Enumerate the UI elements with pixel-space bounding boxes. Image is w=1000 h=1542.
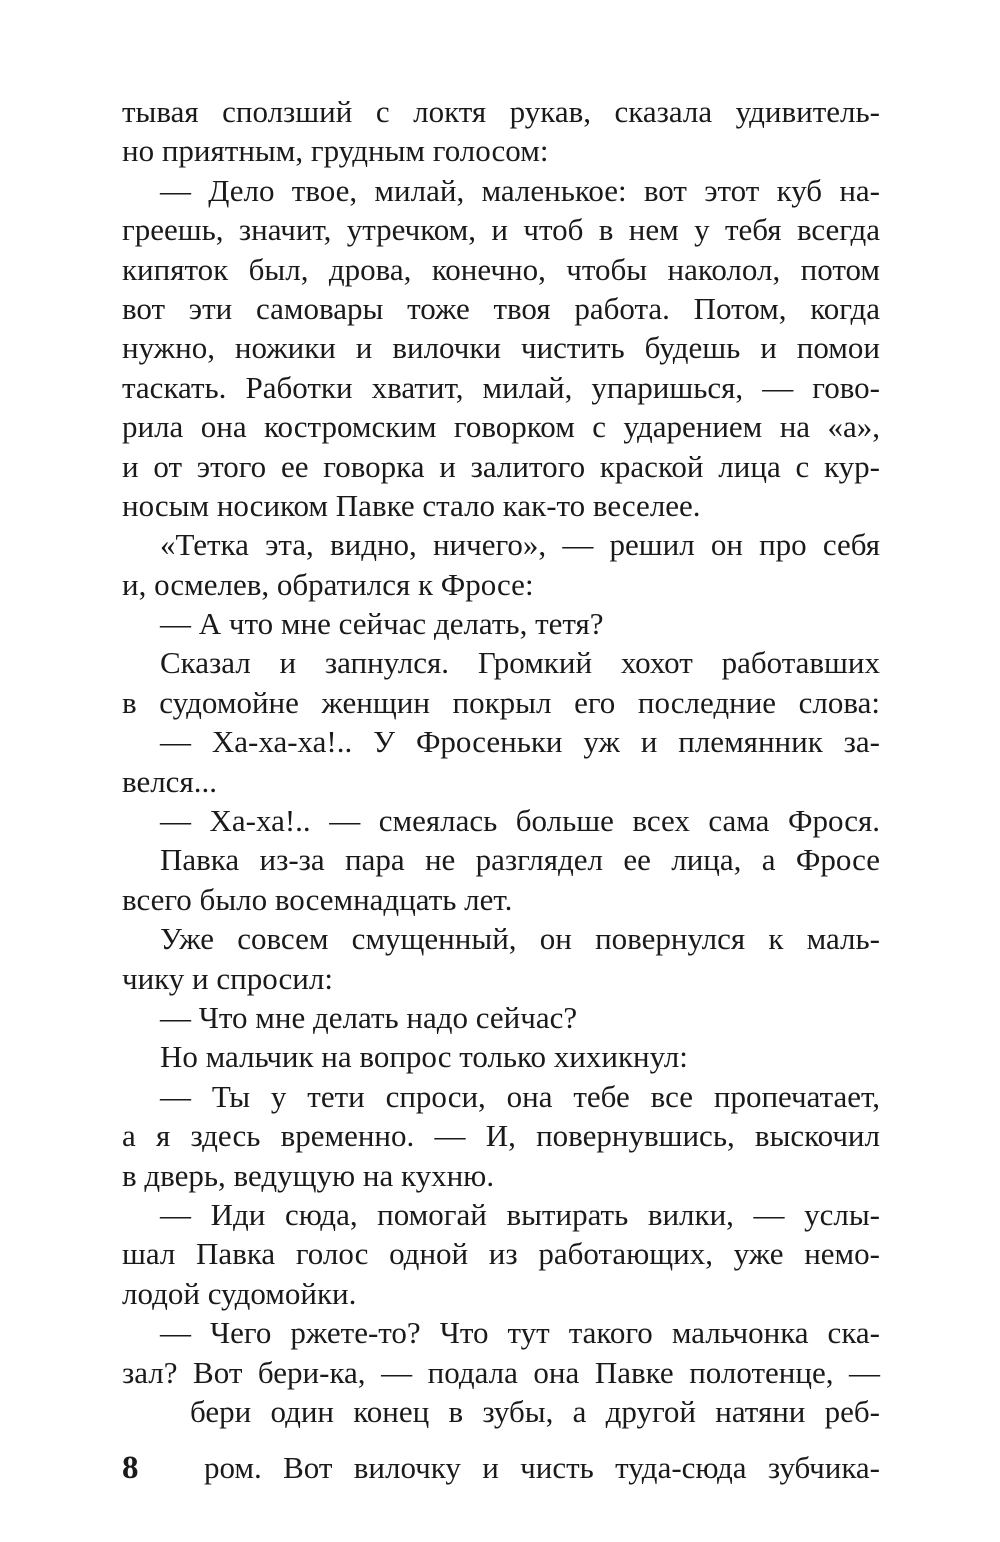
text-line: но приятным, грудным голосом: [122,133,549,169]
text-line: а я здесь временно. — И, повернувшись, выскочил [122,1118,880,1154]
text-line: — Ха-ха-ха!.. У Фросеньки уж и племянник за- [160,724,880,760]
text-line: ром. Вот вилочку и чисть туда-сюда зубчика- [204,1450,880,1485]
text-line: «Тетка эта, видно, ничего», — решил он про себя [160,527,880,563]
text-line: нужно, ножики и вилочки чистить будешь и помои [122,330,880,366]
text-line: — А что мне сейчас делать, тетя? [160,606,604,642]
text-line: шал Павка голос одной из работающих, уже немо- [122,1236,880,1272]
text-line: Сказал и запнулся. Громкий хохот работавших [160,645,880,681]
text-line: Уже совсем смущенный, он повернулся к маль- [160,921,880,957]
text-line: и от этого ее говорка и залитого краской лица с кур- [122,448,880,484]
text-line: вот эти самовары тоже твоя работа. Потом, когда [122,290,880,326]
text-line: — Иди сюда, помогай вытирать вилки, — услы- [160,1196,880,1232]
text-line: — Дело твое, милай, маленькое: вот этот куб на- [160,172,880,208]
text-line: таскать. Работки хватит, милай, упаришься, — гово- [122,369,880,405]
text-line: зал? Вот бери-ка, — подала она Павке полотенце, — [122,1354,880,1390]
text-line: велся... [122,763,217,799]
text-line: в судомойне женщин покрыл его последние слова: [122,684,880,720]
text-line: Павка из-за пара не разглядел ее лица, а Фросе [160,842,880,878]
text-line: — Ты у тети спроси, она тебе все пропечатает, [160,1078,880,1114]
text-line: носым носиком Павке стало как-то веселее. [122,487,701,523]
text-line: кипяток был, дрова, конечно, чтобы наколол, потом [122,251,880,287]
text-line: — Ха-ха!.. — смеялась больше всех сама Фрося. [160,803,880,839]
page-body [122,92,880,1431]
text-line: тывая сползший с локтя рукав, сказала удивитель- [122,94,880,129]
folio-row [122,1446,880,1490]
text-line: рила она костромским говорком с ударением на «а», [122,409,880,445]
text-line: лодой судомойки. [122,1275,357,1311]
text-line: всего было восемнадцать лет. [122,881,513,917]
text-line: греешь, значит, утречком, и чтоб в нем у тебя всегда [122,212,880,248]
text-line: чику и спросил: [122,960,333,996]
text-line: — Что мне делать надо сейчас? [160,999,578,1035]
text-line: — Чего ржете-то? Что тут такого мальчонка ска- [160,1315,880,1351]
text-line: Но мальчик на вопрос только хихикнул: [160,1039,688,1075]
text-line: бери один конец в зубы, а другой натяни реб- [190,1393,880,1429]
text-line: и, осмелев, обратился к Фросе: [122,566,534,602]
page-number: 8 [122,1450,139,1486]
text-line: в дверь, ведущую на кухню. [122,1157,495,1193]
